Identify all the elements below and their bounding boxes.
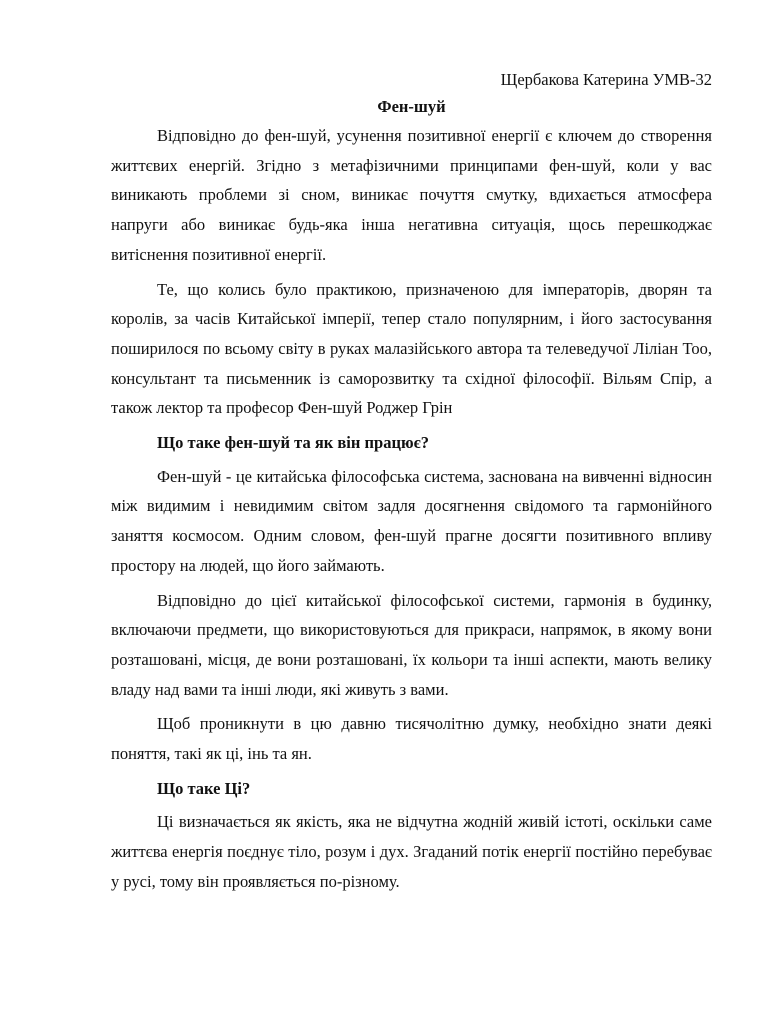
- section-heading-what-is-qi: Що таке Ці?: [157, 778, 251, 798]
- section2-paragraph-1: Ці визначається як якість, яка не відчутна жодній живій істоті, оскільки саме життєва енергія поєднує тіло, розум і дух. Згаданий потік енергії постійно перебуває у русі, тому він проявляється по-різному.: [111, 812, 712, 891]
- section1-paragraph-3: Щоб проникнути в цю давню тисячолітню думку, необхідно знати деякі поняття, такі як ці, інь та ян.: [111, 714, 712, 764]
- document-title: Фен-шуй: [377, 97, 446, 116]
- author-line: Щербакова Катерина УМВ-32: [500, 70, 712, 89]
- section-heading-what-is-feng-shui: Що таке фен-шуй та як він працює?: [157, 433, 429, 453]
- intro-paragraph-1: Відповідно до фен-шуй, усунення позитивної енергії є ключем до створення життєвих енергій. Згідно з метафізичними принципами фен-шуй, коли у вас виникають проблеми зі сном, виникає почуття смутку, вдихається атмосфера напруги або виникає будь-яка інша негативна ситуація, щось перешкоджає витіснення позитивної енергії.: [111, 126, 712, 264]
- intro-paragraph-2: Те, що колись було практикою, призначеною для імператорів, дворян та королів, за часів Китайської імперії, тепер стало популярним, і його застосування поширилося по всьому світу в руках малазійського автора та телеведучої Ліліан Тоо, консультант та письменник із саморозвитку та східної філософії. Вільям Спір, а також лектор та професор Фен-шуй Роджер Грін: [111, 279, 712, 418]
- section1-paragraph-2: Відповідно до цієї китайської філософської системи, гармонія в будинку, включаючи предмети, що використовуються для прикраси, напрямок, в якому вони розташовані, місця, де вони розташовані, їх кольори та інші аспекти, мають велику владу над вами та інші люди, які живуть з вами.: [111, 590, 712, 699]
- section1-paragraph-1: Фен-шуй - це китайська філософська система, заснована на вивченні відносин між видимим і невидимим світом задля досягнення свідомого та гармонійного заняття космосом. Одним словом, фен-шуй прагне досягти позитивного впливу простору на людей, що його займають.: [111, 466, 712, 575]
